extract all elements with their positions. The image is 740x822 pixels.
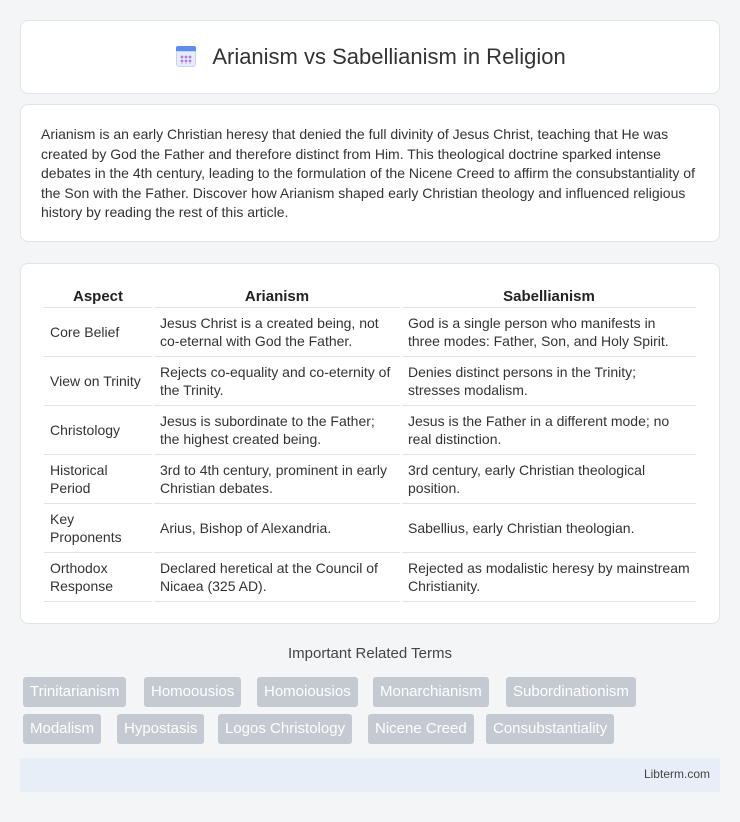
term-tag-modalism[interactable]: Modalism (23, 714, 101, 744)
term-tag-nicene-creed[interactable]: Nicene Creed (368, 714, 474, 744)
intro-text: Arianism is an early Christian heresy that denied the full divinity of Jesus Christ, teaching that He was created by God the Father and therefore distinct from Him. This theological doctrine sparked intense debates in the 4th century, leading to the formulation of the Nicene Creed to affirm the consubstantiality of the Son with the Father. Discover how Arianism shaped early Christian theology and influenced religious history by reading the rest of this article. (41, 126, 695, 221)
term-tag-consubstantiality[interactable]: Consubstantiality (486, 714, 614, 744)
comparison-table (42, 284, 698, 602)
page-title: Arianism vs Sabellianism in Religion (212, 44, 566, 69)
term-tag-hypostasis[interactable]: Hypostasis (117, 714, 204, 744)
row-arianism: Rejects co-equality and co-eternity of the Trinity. (154, 357, 400, 406)
row-arianism: Jesus is subordinate to the Father; the highest created being. (154, 406, 400, 455)
row-aspect: Core Belief (44, 308, 152, 357)
row-sabellianism: Denies distinct persons in the Trinity; stresses modalism. (402, 357, 696, 406)
footer-brand[interactable]: Libterm.com (643, 767, 710, 781)
header-aspect: Aspect (44, 284, 152, 308)
term-tag-logos-christology[interactable]: Logos Christology (218, 714, 352, 744)
row-aspect: Christology (44, 406, 152, 455)
row-sabellianism: God is a single person who manifests in three modes: Father, Son, and Holy Spirit. (402, 308, 696, 357)
table-row (44, 406, 696, 455)
header-arianism: Arianism (154, 284, 400, 308)
row-arianism: Arius, Bishop of Alexandria. (154, 504, 400, 553)
header-sabellianism: Sabellianism (402, 284, 696, 308)
row-arianism: Declared heretical at the Council of Nicaea (325 AD). (154, 553, 400, 602)
term-tag-monarchianism[interactable]: Monarchianism (373, 677, 489, 707)
table-row (44, 504, 696, 553)
row-arianism: Jesus Christ is a created being, not co-eternal with God the Father. (154, 308, 400, 357)
related-terms-title: Important Related Terms (288, 645, 452, 662)
term-tag-homoiousios[interactable]: Homoiousios (257, 677, 358, 707)
table-row (44, 553, 696, 602)
row-aspect: Orthodox Response (44, 553, 152, 602)
term-tag-homoousios[interactable]: Homoousios (144, 677, 241, 707)
comparison-card (20, 263, 720, 624)
title-card (20, 20, 720, 94)
table-row (44, 308, 696, 357)
table-row (44, 455, 696, 504)
table-header-row (44, 284, 696, 308)
row-sabellianism: Jesus is the Father in a different mode; no real distinction. (402, 406, 696, 455)
row-arianism: 3rd to 4th century, prominent in early Christian debates. (154, 455, 400, 504)
calendar-icon (174, 44, 198, 70)
row-aspect: Historical Period (44, 455, 152, 504)
term-tag-subordinationism[interactable]: Subordinationism (506, 677, 636, 707)
row-sabellianism: Rejected as modalistic heresy by mainstream Christianity. (402, 553, 696, 602)
intro-card (20, 104, 720, 242)
term-tag-trinitarianism[interactable]: Trinitarianism (23, 677, 126, 707)
row-aspect: Key Proponents (44, 504, 152, 553)
row-aspect: View on Trinity (44, 357, 152, 406)
row-sabellianism: 3rd century, early Christian theological position. (402, 455, 696, 504)
row-sabellianism: Sabellius, early Christian theologian. (402, 504, 696, 553)
table-row (44, 357, 696, 406)
footer (20, 758, 720, 792)
